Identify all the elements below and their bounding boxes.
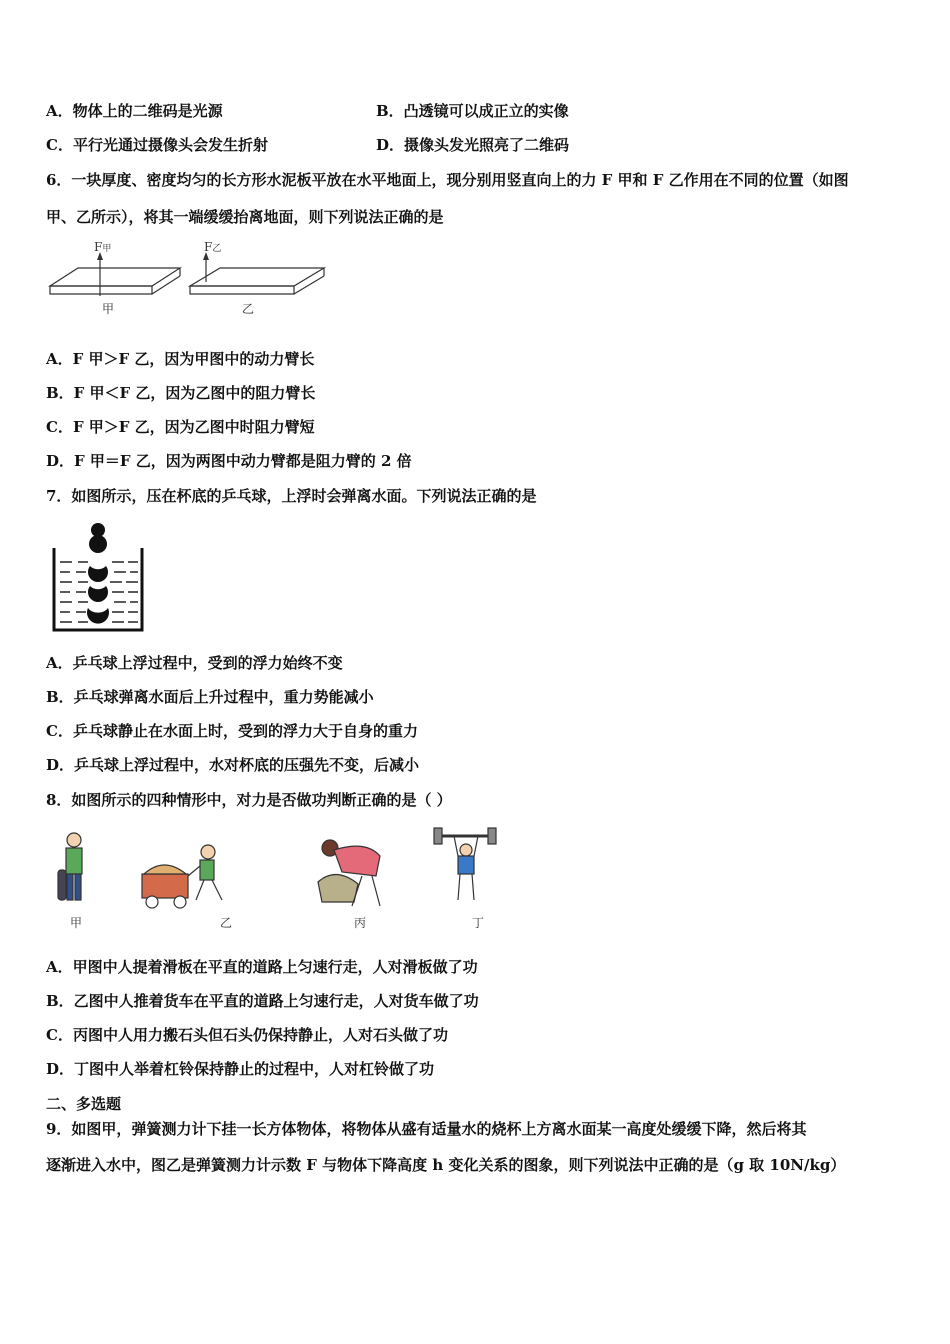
- q5-option-d: D．摄像头发光照亮了二维码: [376, 136, 570, 154]
- q7-option-b: B．乒乓球弹离水面后上升过程中，重力势能减小: [46, 688, 374, 706]
- q5-option-a: A．物体上的二维码是光源: [46, 102, 223, 120]
- scene-yi-cart: [142, 845, 222, 908]
- q8-option-b: B．乙图中人推着货车在平直的道路上匀速行走，人对货车做了功: [46, 992, 479, 1010]
- label-f-yi: F乙: [204, 240, 222, 254]
- scene-jia-person: [58, 833, 82, 900]
- caption-q8-bing: 丙: [354, 916, 367, 930]
- caption-q8-jia: 甲: [70, 916, 83, 930]
- q7-option-d: D．乒乓球上浮过程中，水对杯底的压强先不变，后减小: [46, 756, 420, 774]
- q5-option-b: B．凸透镜可以成正立的实像: [376, 102, 569, 120]
- cement-slab-diagram: [46, 238, 332, 320]
- q7-option-c: C．乒乓球静止在水面上时，受到的浮力大于自身的重力: [46, 722, 418, 740]
- q6-option-d: D．F 甲＝F 乙，因为两图中动力臂都是阻力臂的 2 倍: [46, 452, 412, 470]
- q5-option-c: C．平行光通过摄像头会发生折射: [46, 136, 268, 154]
- q8-stem: 8．如图所示的四种情形中，对力是否做功判断正确的是（ ）: [46, 791, 452, 809]
- scene-bing-person: [318, 840, 380, 906]
- four-scenes-diagram: [46, 826, 506, 932]
- caption-q8-ding: 丁: [472, 916, 485, 930]
- slab-jia: [50, 268, 180, 294]
- q6-stem-line1: 6．一块厚度、密度均匀的长方形水泥板平放在水平地面上，现分别用竖直向上的力 F 甲和 F 乙作用在不同的位置（如图: [46, 171, 849, 189]
- q7-figure: [50, 522, 146, 634]
- q8-option-c: C．丙图中人用力搬石头但石头仍保持静止，人对石头做了功: [46, 1026, 448, 1044]
- caption-q8-yi: 乙: [220, 916, 233, 930]
- q9-stem-line1: 9．如图甲，弹簧测力计下挂一长方体物体，将物体从盛有适量水的烧杯上方离水面某一高度处缓缓下降，然后将其: [46, 1120, 807, 1138]
- caption-yi: 乙: [242, 302, 255, 316]
- q6-option-b: B．F 甲＜F 乙，因为乙图中的阻力臂长: [46, 384, 316, 402]
- scene-ding-person: [434, 828, 496, 900]
- label-f-jia: F甲: [94, 240, 112, 254]
- q6-option-c: C．F 甲＞F 乙，因为乙图中时阻力臂短: [46, 418, 315, 436]
- q8-figure: [46, 826, 506, 932]
- q7-stem: 7．如图所示，压在杯底的乒乓球，上浮时会弹离水面。下列说法正确的是: [46, 487, 537, 505]
- pingpong-balls: [87, 523, 109, 624]
- q8-option-d: D．丁图中人举着杠铃保持静止的过程中，人对杠铃做了功: [46, 1060, 435, 1078]
- cup-pingpong-diagram: [50, 522, 146, 634]
- q6-option-a: A．F 甲＞F 乙，因为甲图中的动力臂长: [46, 350, 315, 368]
- q6-figure: [46, 238, 332, 320]
- q8-option-a: A．甲图中人提着滑板在平直的道路上匀速行走，人对滑板做了功: [46, 958, 478, 976]
- caption-jia: 甲: [102, 302, 115, 316]
- section-title-multi-choice: 二、多选题: [46, 1095, 122, 1113]
- q6-stem-line2: 甲、乙所示），将其一端缓缓抬离地面，则下列说法正确的是: [46, 208, 444, 226]
- q9-stem-line2: 逐渐进入水中，图乙是弹簧测力计示数 F 与物体下降高度 h 变化关系的图象，则下列说法中正确的是（g 取 10N/kg）: [46, 1156, 846, 1174]
- q7-option-a: A．乒乓球上浮过程中，受到的浮力始终不变: [46, 654, 343, 672]
- slab-yi: [190, 268, 324, 294]
